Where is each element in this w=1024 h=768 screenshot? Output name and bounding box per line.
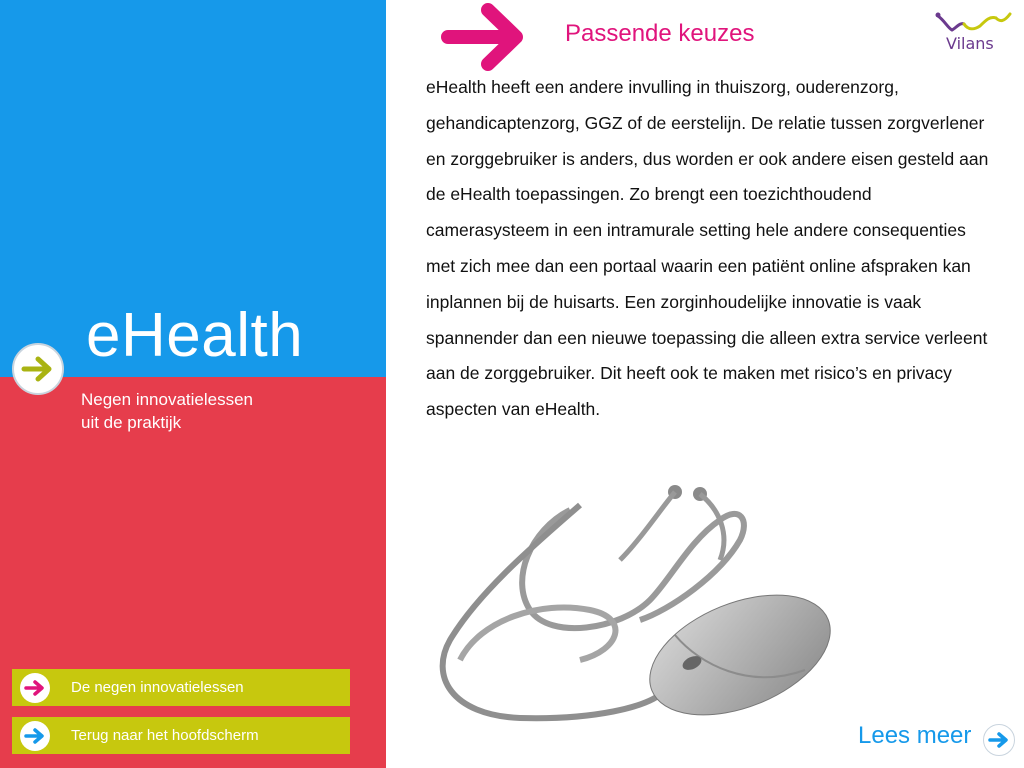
- sidebar-bottom-panel: [0, 377, 386, 768]
- arrow-right-icon: [988, 731, 1010, 749]
- nav-button-label: De negen innovatielessen: [71, 679, 244, 696]
- lees-meer-link[interactable]: Lees meer: [858, 722, 972, 749]
- page-title: eHealth: [86, 301, 304, 370]
- section-heading: Passende keuzes: [565, 20, 755, 47]
- logo-text: Vilans: [946, 34, 994, 53]
- arrow-right-icon: [440, 2, 530, 72]
- page-subtitle: [81, 388, 341, 434]
- lees-meer-button[interactable]: [983, 724, 1015, 756]
- arrow-right-icon: [24, 679, 46, 697]
- body-paragraph: eHealth heeft een andere invulling in thuiszorg, ouderenzorg, gehandicaptenzorg, GGZ of de eerstelijn. De relatie tussen zorgverlener en zorggebruiker is anders, dus worden er ook andere eisen gesteld aan de eHealth toepassingen. Zo brengt een toezichthoudend camerasysteem in een intramurale setting hele andere consequenties met zich mee dan een portaal waarin een patiënt online afspraken kan inplannen bij de huisarts. Een zorginhoudelijke innovatie is vaak spannender dan een nieuwe toepassing die alleen extra service verleent aan de zorggebruiker. Dit heeft ook te maken met risico’s en privacy aspecten van eHealth.: [426, 77, 989, 420]
- nav-button-hoofdscherm[interactable]: [12, 717, 350, 754]
- stethoscope-mouse-image: [420, 480, 840, 730]
- main-arrow-button[interactable]: [12, 343, 64, 395]
- subtitle-line-1: Negen innovatielessen: [81, 390, 254, 409]
- nav-button-innovatielessen[interactable]: [12, 669, 350, 706]
- subtitle-line-2: uit de praktijk: [81, 413, 182, 432]
- nav-arrow-circle: [20, 673, 50, 703]
- nav-arrow-circle: [20, 721, 50, 751]
- arrow-right-icon: [24, 727, 46, 745]
- arrow-right-icon: [21, 355, 55, 383]
- nav-button-label: Terug naar het hoofdscherm: [71, 727, 259, 744]
